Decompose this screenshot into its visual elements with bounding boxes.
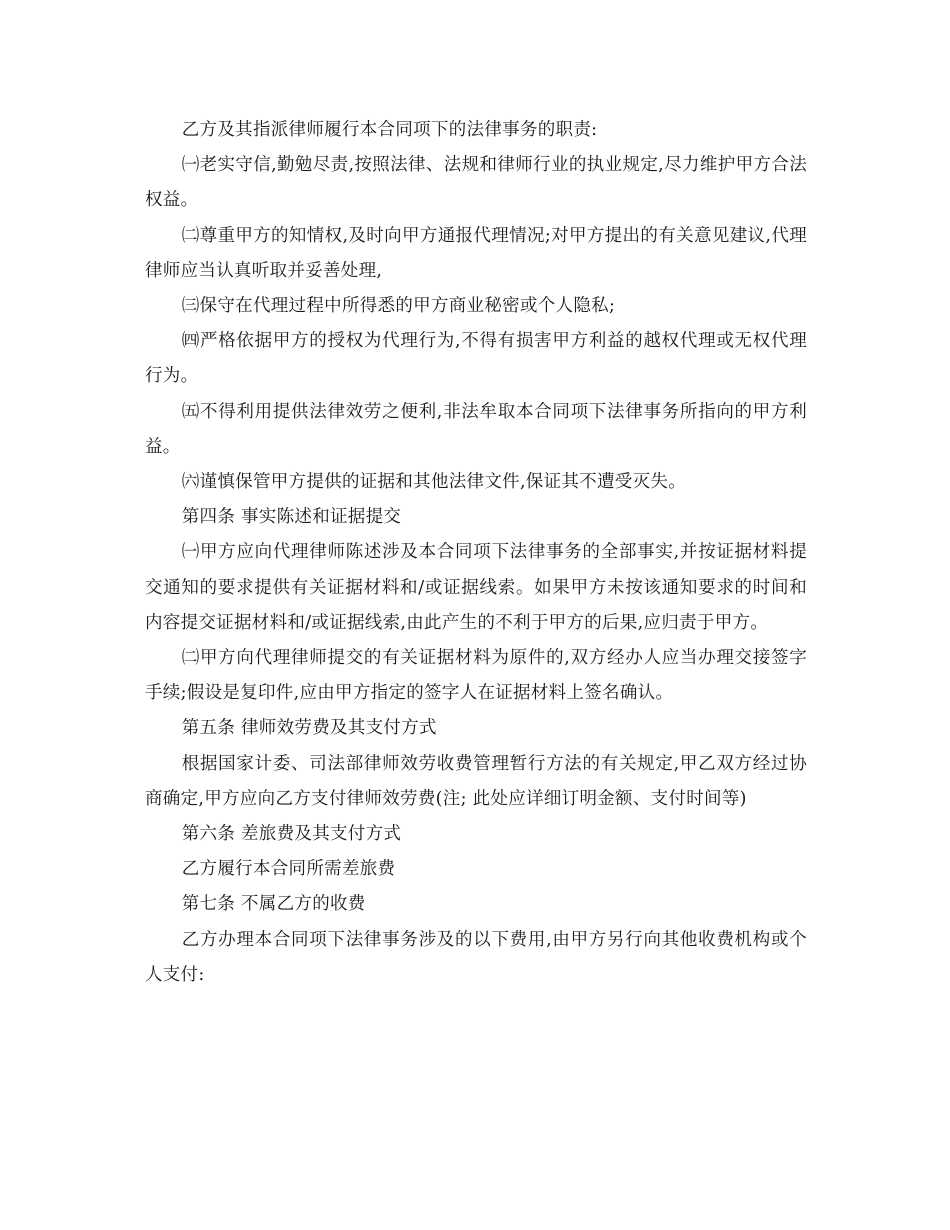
- paragraph-duty-2: ㈡尊重甲方的知情权,及时向甲方通报代理情况;对甲方提出的有关意见建议,代理律师应当认真听取并妥善处理,: [145, 225, 807, 281]
- paragraph-duty-4: ㈣严格依据甲方的授权为代理行为,不得有损害甲方利益的越权代理或无权代理行为。: [145, 331, 807, 387]
- section-heading-article-5: 第五条 律师效劳费及其支付方式: [181, 718, 437, 739]
- paragraph-article-7-body: 乙方办理本合同项下法律事务涉及的以下费用,由甲方另行向其他收费机构或个人支付:: [145, 929, 807, 985]
- paragraph-duty-5: ㈤不得利用提供法律效劳之便利,非法牟取本合同项下法律事务所指向的甲方利益。: [145, 401, 807, 457]
- paragraph-duty-6: ㈥谨慎保管甲方提供的证据和其他法律文件,保证其不遭受灭失。: [181, 472, 687, 493]
- paragraph-article-4-item-2: ㈡甲方向代理律师提交的有关证据材料为原件的,双方经办人应当办理交接签字手续;假设是复印件,应由甲方指定的签字人在证据材料上签名确认。: [145, 648, 807, 704]
- section-heading-article-4: 第四条 事实陈述和证据提交: [181, 507, 402, 528]
- paragraph-article-6-body: 乙方履行本合同所需差旅费: [181, 859, 396, 880]
- paragraph-duty-1: ㈠老实守信,勤勉尽责,按照法律、法规和律师行业的执业规定,尽力维护甲方合法权益。: [145, 155, 807, 211]
- section-heading-article-6: 第六条 差旅费及其支付方式: [181, 824, 402, 845]
- document-body: [145, 113, 807, 993]
- paragraph-duties-intro: 乙方及其指派律师履行本合同项下的法律事务的职责:: [181, 120, 598, 140]
- paragraph-article-5-body: 根据国家计委、司法部律师效劳收费管理暂行方法的有关规定,甲乙双方经过协商确定,甲方应向乙方支付律师效劳费(注; 此处应详细订明金额、支付时间等): [145, 753, 807, 809]
- paragraph-duty-3: ㈢保守在代理过程中所得悉的甲方商业秘密或个人隐私;: [181, 296, 616, 317]
- section-heading-article-7: 第七条 不属乙方的收费: [181, 894, 366, 915]
- paragraph-article-4-item-1: ㈠甲方应向代理律师陈述涉及本合同项下法律事务的全部事实,并按证据材料提交通知的要求提供有关证据材料和/或证据线索。如果甲方未按该通知要求的时间和内容提交证据材料和/或证据线索,由此产生的不利于甲方的后果,应归责于甲方。: [145, 542, 807, 633]
